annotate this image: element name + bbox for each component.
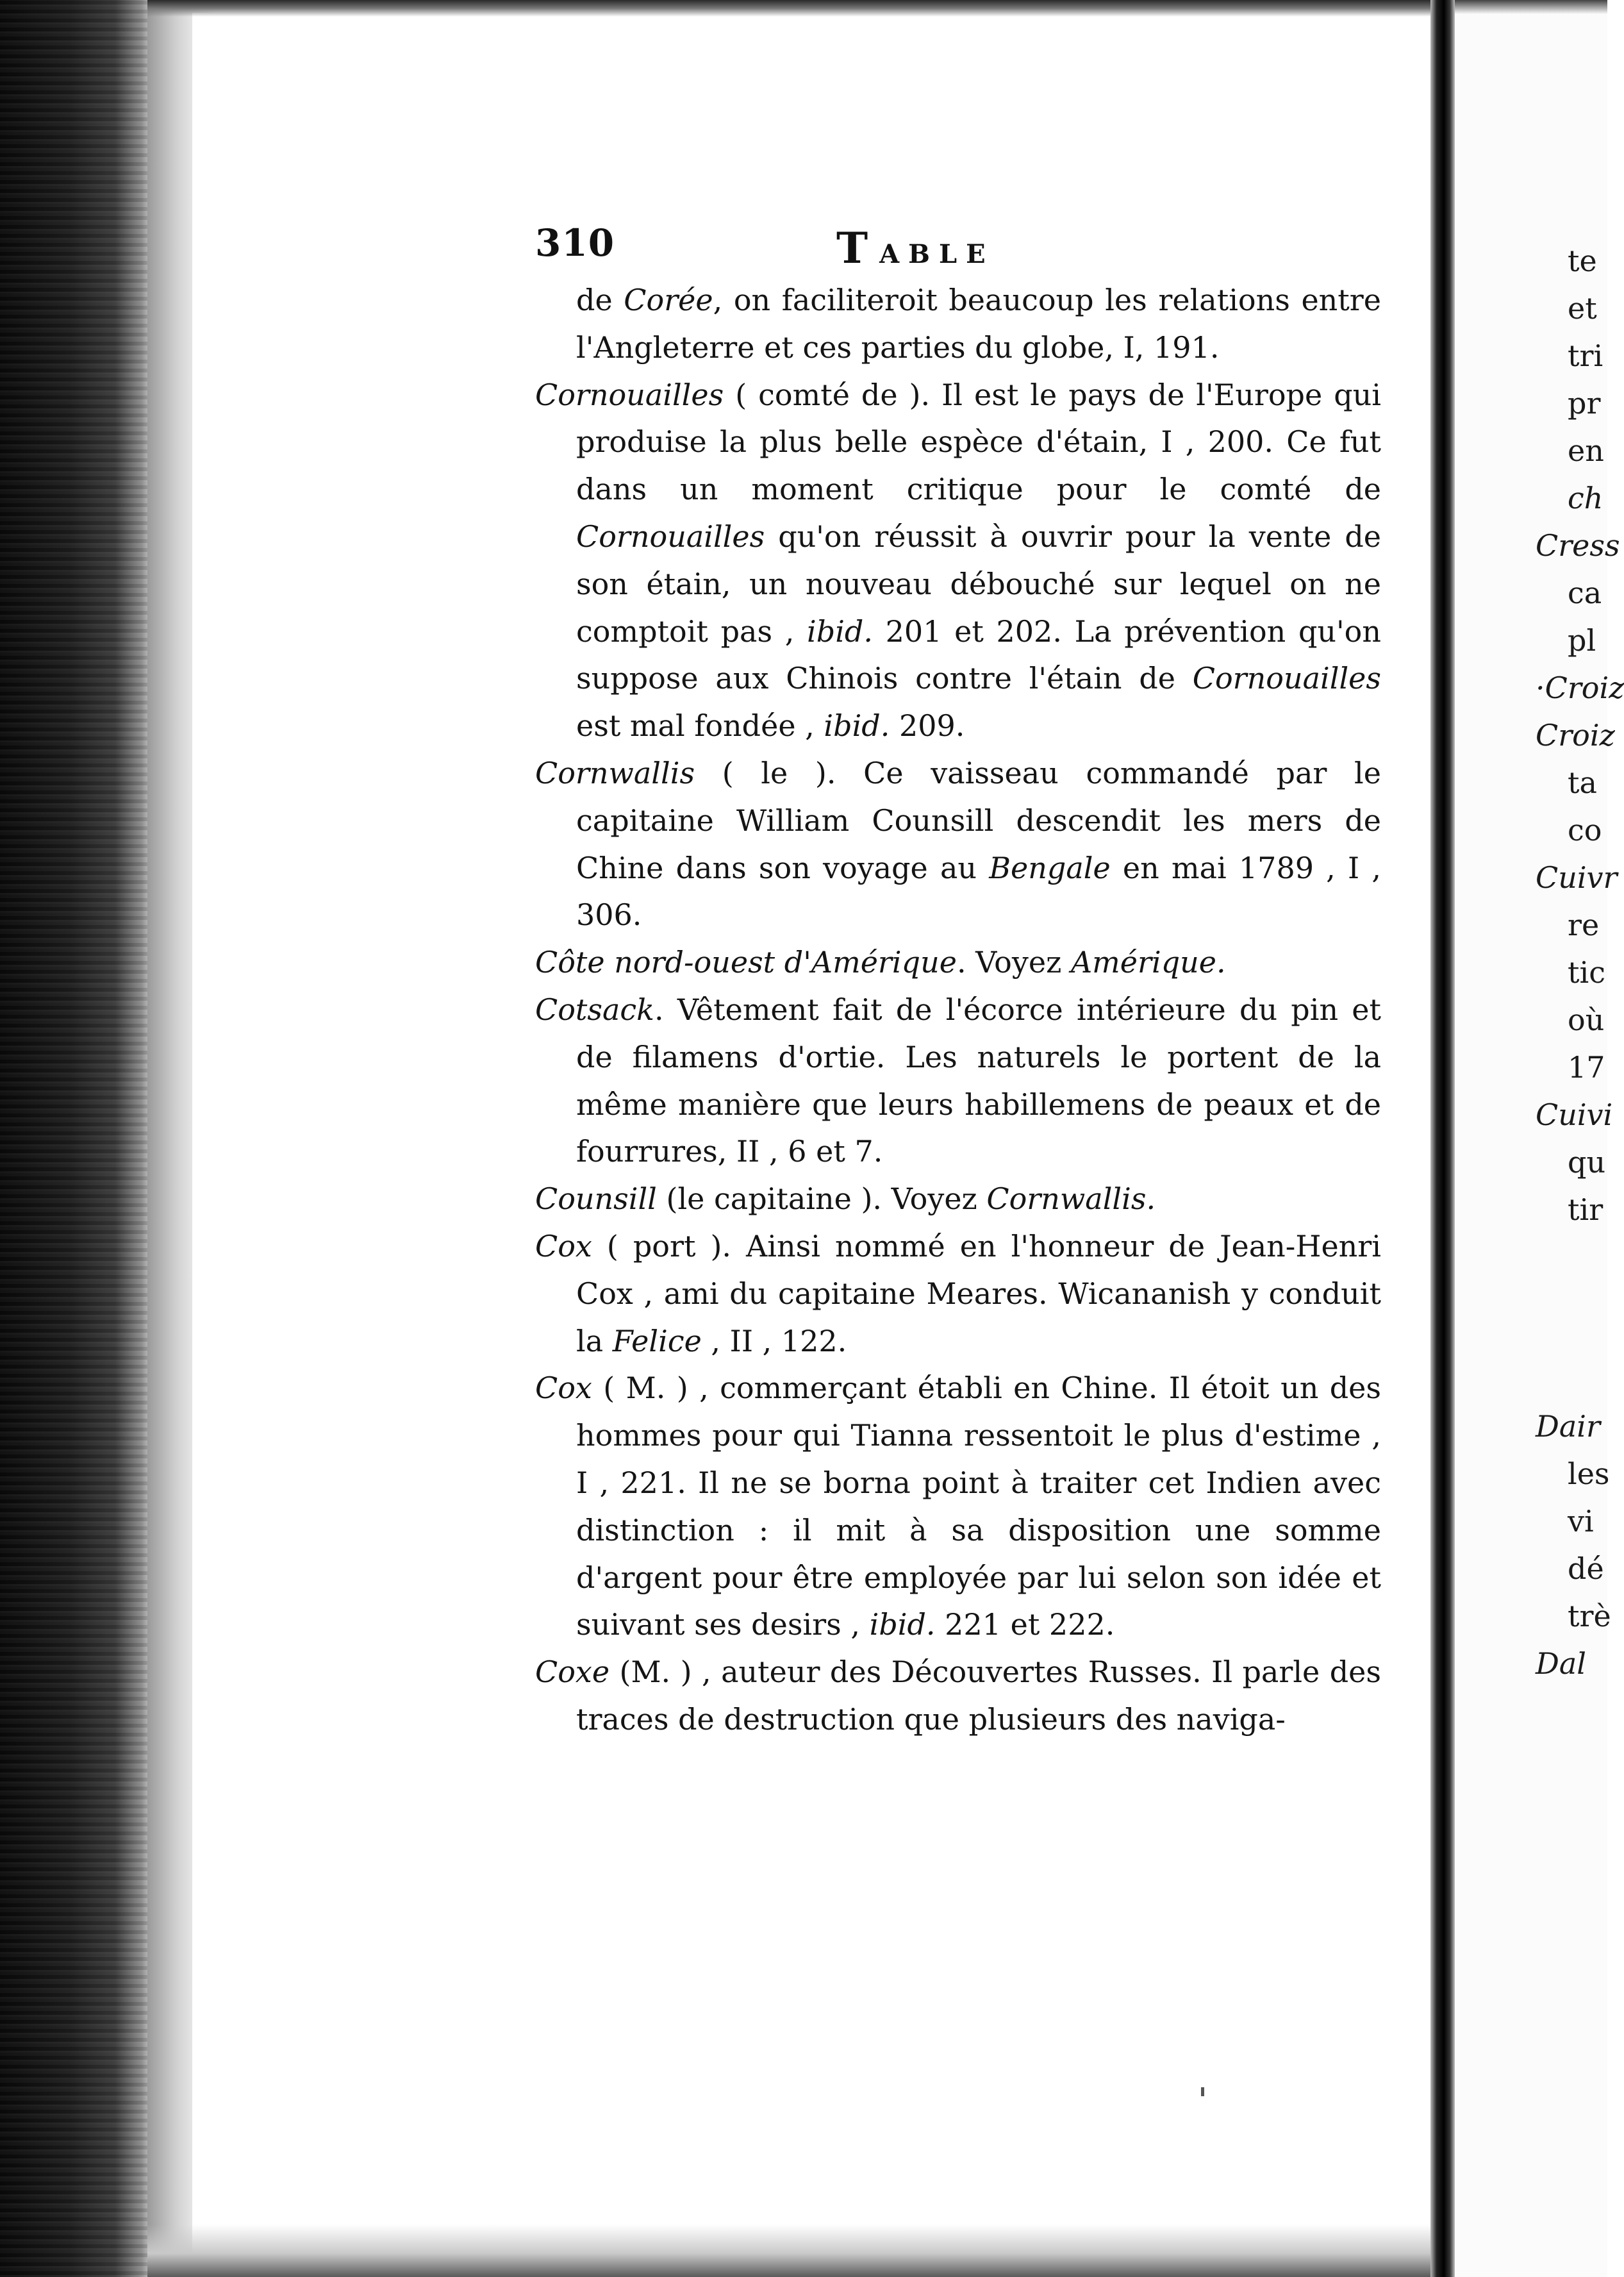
- next-page-fragment: ch: [1568, 481, 1603, 515]
- entry-text: de: [576, 283, 624, 317]
- next-page-fragment: les: [1568, 1456, 1610, 1491]
- entry-text: (M. ) , auteur des Découvertes Russes. Il parle des traces de destruction que plusieurs des naviga-: [576, 1655, 1381, 1737]
- index-entry-cornwallis: [535, 750, 1381, 939]
- next-page-fragment: Cress: [1536, 528, 1620, 563]
- entry-italic-text: Cotsack: [535, 992, 655, 1027]
- next-page-fragment: Cuivr: [1536, 860, 1618, 895]
- index-entry-cotsack: [535, 987, 1381, 1176]
- entry-text: est mal fondée ,: [576, 708, 824, 744]
- next-page-fragment: tir: [1568, 1192, 1603, 1227]
- page-number: 310: [535, 221, 615, 265]
- next-page-fragment: tic: [1568, 955, 1605, 990]
- entry-text: ( port ). Ainsi nommé en l'honneur de Jean-Henri Cox , ami du capitaine Meares. Wicananish y conduit la: [576, 1228, 1381, 1358]
- index-entry-coxe-m: [535, 1649, 1381, 1744]
- entry-italic-text: Côte nord-ouest d'Amérique: [535, 945, 957, 980]
- next-page-fragment: te: [1568, 244, 1597, 278]
- entry-text: ( M. ) , commerçant établi en Chine. Il étoit un des hommes pour qui Tianna ressentoit le plus d'estime , I , 221. Il ne se borna point à traiter cet Indien avec distinction : il mit à sa disposition une somme d'argent pour être employée par lui selon son idée et suivant ses desirs ,: [576, 1371, 1381, 1642]
- entry-text: , on faciliteroit beaucoup les relations entre l'Angleterre et ces parties du globe, I, 191.: [576, 283, 1382, 365]
- entry-text: ( le ). Ce vaisseau commandé par le capitaine William Counsill descendit les mers de Chine dans son voyage au: [576, 755, 1381, 885]
- next-page-fragment: ·Croiz: [1536, 671, 1624, 705]
- next-page-fragment: tri: [1568, 338, 1603, 373]
- entry-italic-text: Cornwallis.: [986, 1181, 1156, 1217]
- top-shadow: [147, 0, 1448, 17]
- index-entry-cox-port: [535, 1223, 1381, 1365]
- entry-text: 209.: [890, 708, 965, 744]
- entry-text: . Vêtement fait de l'écorce intérieure du pin et de filamens d'ortie. Les naturels le portent de la même manière que leurs habillemens de peaux et de fourrures, II , 6 et 7.: [576, 992, 1381, 1169]
- entry-italic-text: Cox: [535, 1228, 592, 1264]
- entry-italic-text: Cornouailles: [1192, 661, 1381, 696]
- next-page-fragment: pl: [1568, 623, 1596, 658]
- bottom-shadow: [147, 2224, 1448, 2277]
- next-page-fragment: en: [1568, 433, 1604, 468]
- next-page-fragment: trè: [1568, 1599, 1611, 1633]
- entry-italic-text: Felice: [612, 1323, 702, 1358]
- entry-italic-text: Coxe: [535, 1655, 610, 1690]
- entry-italic-text: Counsill: [535, 1181, 657, 1217]
- entry-italic-text: Amérique.: [1070, 945, 1226, 980]
- entry-text: . Voyez: [956, 945, 1071, 980]
- index-entry-coree-cont: [535, 277, 1381, 372]
- entry-italic-text: Corée: [624, 283, 713, 317]
- spine-texture: [0, 0, 154, 2277]
- next-page-fragment: où: [1568, 1003, 1605, 1037]
- next-page-fragment: qu: [1568, 1145, 1606, 1180]
- entry-text: ( comté de ). Il est le pays de l'Europe qui produise la plus belle espèce d'étain, I , 200. Ce fut dans un moment critique pour le comté de: [576, 377, 1381, 507]
- next-page-fragment: Dair: [1536, 1409, 1601, 1444]
- index-entry-counsill: [535, 1176, 1381, 1223]
- ink-mark: [1201, 2087, 1204, 2096]
- index-entry-cox-m: [535, 1365, 1381, 1649]
- entry-text: 221 et 222.: [935, 1607, 1115, 1642]
- next-page-fragment: Dal: [1536, 1646, 1587, 1681]
- entry-italic-text: Cornwallis: [535, 755, 695, 790]
- next-page-fragment: Cuivi: [1536, 1097, 1613, 1132]
- page-header: [535, 221, 615, 272]
- entry-text: 201 et 202. La prévention qu'on suppose aux Chinois contre l'étain de: [576, 613, 1381, 696]
- entry-text: , II , 122.: [701, 1323, 847, 1358]
- next-page-fragment: vi: [1568, 1504, 1594, 1539]
- next-page-fragment: dé: [1568, 1551, 1604, 1586]
- entry-italic-text: ibid.: [824, 708, 890, 744]
- book-gutter: [1430, 0, 1455, 2277]
- entry-text: en mai 1789 , I , 306.: [576, 850, 1381, 933]
- index-entry-cote-nord-ouest: [535, 939, 1381, 987]
- entry-italic-text: Cornouailles: [535, 377, 724, 412]
- running-title: [836, 223, 995, 273]
- next-page-fragment: 17: [1568, 1050, 1605, 1085]
- next-page-fragment: ca: [1568, 576, 1602, 610]
- entry-italic-text: Cox: [535, 1371, 592, 1406]
- running-title-cap: T: [836, 223, 880, 273]
- next-page-text: [1536, 0, 1624, 2277]
- running-title-rest: ABLE: [879, 239, 995, 269]
- next-page-fragment: co: [1568, 813, 1602, 847]
- entry-text: qu'on réussit à ouvrir pour la vente de son étain, un nouveau débouché sur lequel on ne comptoit pas ,: [576, 519, 1381, 649]
- next-page-fragment: et: [1568, 291, 1597, 326]
- entry-italic-text: Cornouailles: [576, 519, 765, 554]
- next-page-fragment: re: [1568, 908, 1600, 942]
- index-entries: [535, 277, 1381, 1744]
- next-page-fragment: ta: [1568, 765, 1597, 800]
- entry-italic-text: Bengale: [989, 850, 1111, 885]
- entry-text: (le capitaine ). Voyez: [656, 1181, 987, 1217]
- entry-italic-text: ibid.: [807, 613, 873, 649]
- next-page-fragment: pr: [1568, 386, 1601, 421]
- next-page-fragment: Croiz: [1536, 718, 1615, 753]
- index-entry-cornouailles: [535, 372, 1381, 750]
- entry-italic-text: ibid.: [869, 1607, 936, 1642]
